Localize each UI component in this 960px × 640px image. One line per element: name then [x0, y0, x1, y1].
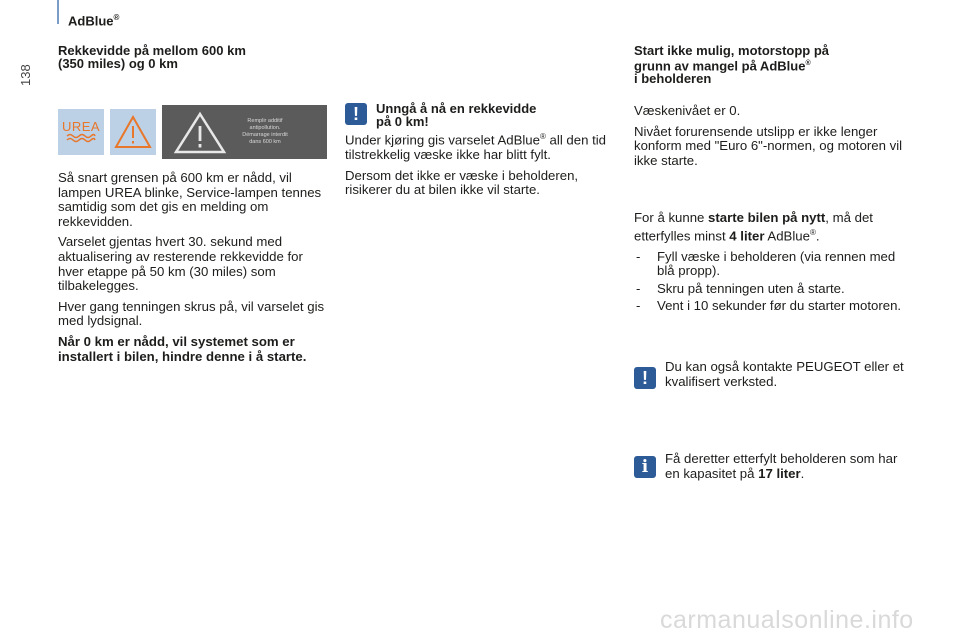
restart-instructions — [634, 211, 914, 317]
range-paragraph-2: Varselet gjentas hvert 30. sekund med aktualisering av resterende rekkevidde for hver etappe på 50 km (30 miles) som tilbakelegges. — [58, 234, 303, 294]
urea-wave-icon — [66, 133, 96, 143]
list-item: - Fyll væske i beholderen (via rennen med blå propp). — [636, 248, 896, 279]
no-start-heading: Start ikke mulig, motorstopp på grunn av mangel på AdBlue® i beholderen — [634, 43, 830, 87]
screen-message-text: Remplir additif antipollution. Démarrage interdit dans 600 km — [242, 118, 288, 145]
header-accent-bar — [57, 0, 59, 24]
page-section-title: AdBlue® — [68, 13, 120, 29]
contact-note-text: Du kan også kontakte PEUGEOT eller et kvalifisert verksted. — [665, 359, 904, 389]
info-icon: i — [634, 456, 656, 478]
list-item: - Skru på tenningen uten å starte. — [636, 280, 845, 296]
range-paragraph-bold: Når 0 km er nådd, vil systemet som er installert i bilen, hindre denne i å starte. — [58, 333, 307, 364]
avoid-zero-heading: Unngå å nå en rekkevidde på 0 km! — [376, 101, 537, 129]
capacity-note-text: Få deretter etterfylt beholderen som har en kapasitet på 17 liter. — [665, 451, 898, 481]
contact-warning-icon: ! — [634, 367, 656, 389]
range-heading: Rekkevidde på mellom 600 km (350 miles) og 0 km — [58, 43, 246, 71]
dashboard-indicators — [58, 105, 327, 159]
warning-triangle-icon — [113, 114, 153, 150]
column-range-warning — [58, 44, 330, 70]
watermark: carmanualsonline.info — [660, 606, 914, 634]
avoid-zero-paragraph-2: Dersom det ikke er væske i beholderen, risikerer du at bilen ikke vil starte. — [345, 167, 579, 198]
restart-steps-list — [634, 250, 914, 314]
emission-text: Nivået forurensende utslipp er ikke lenger konform med "Euro 6"-normen, og motoren vil ikke starte. — [634, 123, 903, 168]
list-item: - Vent i 10 sekunder før du starter motoren. — [636, 298, 902, 314]
page-number: 138 — [18, 64, 33, 86]
range-body-text — [58, 171, 330, 370]
no-start-body — [634, 104, 914, 174]
restart-intro-text: For å kunne starte bilen på nytt, må det etterfylles minst 4 liter AdBlue®. — [634, 210, 873, 243]
urea-warning-lamp: UREA — [58, 109, 104, 155]
screen-warning-triangle-icon — [170, 108, 230, 156]
warning-exclamation-icon: ! — [345, 103, 367, 125]
fluid-level-text: Væskenivået er 0. — [634, 103, 741, 118]
avoid-zero-paragraph-1: Under kjøring gis varselet AdBlue® all den tid tilstrekkelig væske ikke har blitt fylt. — [345, 132, 607, 162]
service-warning-lamp — [110, 109, 156, 155]
range-paragraph-3: Hver gang tenningen skrus på, vil varselet gis med lydsignal. — [58, 298, 325, 329]
range-paragraph-1: Så snart grensen på 600 km er nådd, vil lampen UREA blinke, Service-lampen tennes samtidig som det gis en melding om rekkevidden. — [58, 170, 322, 229]
dashboard-message-screen — [162, 105, 327, 159]
avoid-zero-body — [345, 130, 607, 204]
